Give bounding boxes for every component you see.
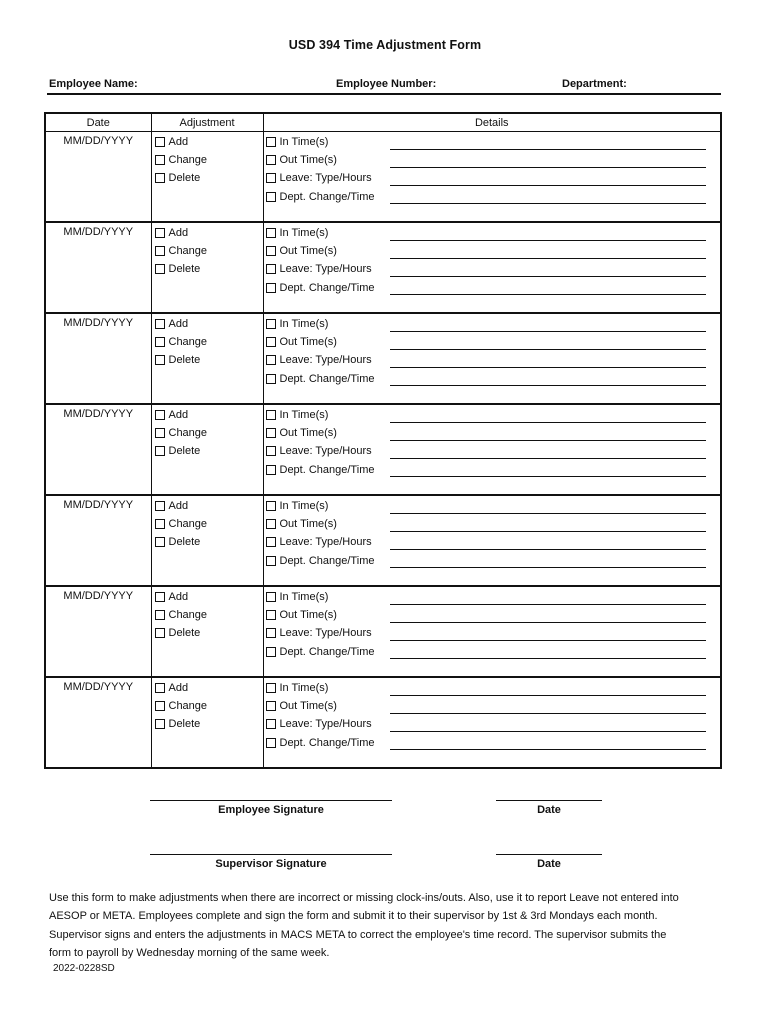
checkbox-label: Dept. Change/Time <box>279 281 375 294</box>
table-row <box>45 222 721 313</box>
checkbox[interactable] <box>155 337 165 347</box>
detail-write-line[interactable] <box>390 240 706 241</box>
detail-write-line[interactable] <box>390 458 706 459</box>
checkbox-label: Out Time(s) <box>279 336 337 349</box>
detail-write-line[interactable] <box>390 695 706 696</box>
checkbox-label: Leave: Type/Hours <box>279 445 372 458</box>
detail-write-line[interactable] <box>390 567 706 568</box>
checkbox[interactable] <box>155 610 165 620</box>
detail-checkbox-group[interactable] <box>266 336 390 348</box>
detail-checkbox-group[interactable] <box>266 609 390 621</box>
detail-option <box>264 734 721 752</box>
checkbox-label: Dept. Change/Time <box>279 463 375 476</box>
checkbox[interactable] <box>266 246 276 256</box>
checkbox-label: Add <box>168 409 189 422</box>
detail-checkbox-group[interactable] <box>266 682 390 694</box>
adjustment-option-add[interactable] <box>152 224 263 242</box>
date-placeholder: MM/DD/YYYY <box>63 590 134 602</box>
checkbox[interactable] <box>155 592 165 602</box>
detail-write-line[interactable] <box>390 640 706 641</box>
detail-write-line[interactable] <box>390 385 706 386</box>
checkbox[interactable] <box>155 428 165 438</box>
date-cell[interactable] <box>45 313 151 404</box>
date-placeholder: MM/DD/YYYY <box>63 499 134 511</box>
detail-checkbox-group[interactable] <box>266 354 390 366</box>
checkbox[interactable] <box>266 355 276 365</box>
date-placeholder: MM/DD/YYYY <box>63 226 134 238</box>
detail-write-line[interactable] <box>390 349 706 350</box>
detail-checkbox-group[interactable] <box>266 136 390 148</box>
detail-write-line[interactable] <box>390 185 706 186</box>
date-cell[interactable] <box>45 677 151 768</box>
checkbox[interactable] <box>266 537 276 547</box>
details-cell <box>263 404 721 495</box>
form-title: USD 394 Time Adjustment Form <box>288 38 482 52</box>
detail-option <box>264 188 721 206</box>
checkbox-label: Delete <box>168 718 201 731</box>
adjustment-option-change[interactable] <box>152 515 263 533</box>
checkbox-label: Change <box>168 245 208 258</box>
detail-write-line[interactable] <box>390 731 706 732</box>
supervisor-date-label: Date <box>537 858 561 870</box>
detail-option <box>264 461 721 479</box>
adjustment-cell <box>151 132 263 223</box>
detail-option <box>264 333 721 351</box>
instructions-text: Use this form to make adjustments when there are incorrect or missing clock-ins/outs. Also, use it to report Leave not entered into AESOP or META. Employees complete and sign the form and submit it to their supervisor by 1st & 3rd Mondays each month. Supervisor signs and enters the adjustments in MACS META to correct the employee's time record. The supervisor submits the form to payroll by Wednesday morning of the same week. <box>49 892 679 959</box>
checkbox[interactable] <box>266 592 276 602</box>
checkbox[interactable] <box>266 628 276 638</box>
detail-write-line[interactable] <box>390 258 706 259</box>
checkbox-label: Add <box>168 136 189 149</box>
detail-checkbox-group[interactable] <box>266 627 390 639</box>
detail-option <box>264 169 721 187</box>
detail-checkbox-group[interactable] <box>266 445 390 457</box>
date-placeholder: MM/DD/YYYY <box>63 681 134 693</box>
details-cell <box>263 132 721 223</box>
checkbox[interactable] <box>155 683 165 693</box>
adjustment-option-delete[interactable] <box>152 442 263 460</box>
adjustment-option-change[interactable] <box>152 424 263 442</box>
checkbox[interactable] <box>266 410 276 420</box>
checkbox[interactable] <box>266 428 276 438</box>
checkbox-label: Leave: Type/Hours <box>279 627 372 640</box>
detail-write-line[interactable] <box>390 531 706 532</box>
table-header-row <box>45 113 721 132</box>
adjustment-cell <box>151 677 263 768</box>
checkbox-label: Out Time(s) <box>279 609 337 622</box>
checkbox-label: Delete <box>168 536 201 549</box>
detail-checkbox-group[interactable] <box>266 409 390 421</box>
checkbox[interactable] <box>155 355 165 365</box>
checkbox[interactable] <box>266 283 276 293</box>
checkbox-label: Add <box>168 591 189 604</box>
checkbox-label: Dept. Change/Time <box>279 372 375 385</box>
detail-option <box>264 643 721 661</box>
detail-option <box>264 151 721 169</box>
checkbox-label: Change <box>168 609 208 622</box>
detail-write-line[interactable] <box>390 331 706 332</box>
detail-checkbox-group[interactable] <box>266 737 390 749</box>
detail-write-line[interactable] <box>390 622 706 623</box>
detail-write-line[interactable] <box>390 476 706 477</box>
checkbox[interactable] <box>155 701 165 711</box>
checkbox[interactable] <box>266 701 276 711</box>
details-cell <box>263 313 721 404</box>
checkbox[interactable] <box>266 264 276 274</box>
checkbox-label: Out Time(s) <box>279 427 337 440</box>
checkbox-label: Change <box>168 518 208 531</box>
checkbox-label: Out Time(s) <box>279 245 337 258</box>
detail-checkbox-group[interactable] <box>266 227 390 239</box>
detail-option <box>264 624 721 642</box>
checkbox-label: In Time(s) <box>279 682 329 695</box>
employee-name-label: Employee Name: <box>49 78 138 90</box>
employee-date-line[interactable] <box>496 800 602 801</box>
detail-checkbox-group[interactable] <box>266 555 390 567</box>
checkbox-label: Leave: Type/Hours <box>279 536 372 549</box>
detail-checkbox-group[interactable] <box>266 700 390 712</box>
column-header-date: Date <box>45 113 151 132</box>
detail-option <box>264 552 721 570</box>
detail-checkbox-group[interactable] <box>266 282 390 294</box>
checkbox-label: Leave: Type/Hours <box>279 172 372 185</box>
checkbox[interactable] <box>266 374 276 384</box>
detail-option <box>264 315 721 333</box>
checkbox[interactable] <box>266 610 276 620</box>
checkbox-label: Change <box>168 700 208 713</box>
details-cell <box>263 495 721 586</box>
detail-checkbox-group[interactable] <box>266 318 390 330</box>
adjustment-option-delete[interactable] <box>152 533 263 551</box>
detail-checkbox-group[interactable] <box>266 500 390 512</box>
adjustment-option-add[interactable] <box>152 679 263 697</box>
details-cell <box>263 586 721 677</box>
checkbox[interactable] <box>155 264 165 274</box>
detail-checkbox-group[interactable] <box>266 373 390 385</box>
adjustment-option-change[interactable] <box>152 242 263 260</box>
table-row <box>45 404 721 495</box>
checkbox[interactable] <box>266 155 276 165</box>
table-row <box>45 495 721 586</box>
detail-option <box>264 279 721 297</box>
table-row <box>45 313 721 404</box>
detail-checkbox-group[interactable] <box>266 263 390 275</box>
detail-option <box>264 533 721 551</box>
details-cell <box>263 677 721 768</box>
checkbox[interactable] <box>266 446 276 456</box>
adjustment-option-add[interactable] <box>152 406 263 424</box>
checkbox-label: Out Time(s) <box>279 154 337 167</box>
checkbox[interactable] <box>266 228 276 238</box>
date-cell[interactable] <box>45 495 151 586</box>
detail-write-line[interactable] <box>390 440 706 441</box>
adjustment-cell <box>151 404 263 495</box>
adjustment-cell <box>151 313 263 404</box>
checkbox[interactable] <box>266 337 276 347</box>
adjustment-option-delete[interactable] <box>152 169 263 187</box>
checkbox-label: In Time(s) <box>279 409 329 422</box>
adjustment-cell <box>151 586 263 677</box>
adjustment-option-change[interactable] <box>152 697 263 715</box>
table-row <box>45 677 721 768</box>
checkbox[interactable] <box>155 446 165 456</box>
checkbox[interactable] <box>155 228 165 238</box>
checkbox-label: Leave: Type/Hours <box>279 718 372 731</box>
detail-write-line[interactable] <box>390 604 706 605</box>
detail-write-line[interactable] <box>390 203 706 204</box>
detail-write-line[interactable] <box>390 276 706 277</box>
detail-checkbox-group[interactable] <box>266 718 390 730</box>
adjustment-option-change[interactable] <box>152 606 263 624</box>
detail-write-line[interactable] <box>390 713 706 714</box>
supervisor-signature-label: Supervisor Signature <box>215 858 327 870</box>
adjustment-option-add[interactable] <box>152 497 263 515</box>
date-cell[interactable] <box>45 404 151 495</box>
detail-option <box>264 351 721 369</box>
detail-write-line[interactable] <box>390 422 706 423</box>
detail-option <box>264 497 721 515</box>
detail-checkbox-group[interactable] <box>266 427 390 439</box>
adjustment-option-change[interactable] <box>152 151 263 169</box>
checkbox[interactable] <box>266 137 276 147</box>
checkbox[interactable] <box>266 519 276 529</box>
checkbox[interactable] <box>155 173 165 183</box>
checkbox-label: In Time(s) <box>279 318 329 331</box>
detail-checkbox-group[interactable] <box>266 154 390 166</box>
adjustment-table <box>44 112 722 769</box>
detail-option <box>264 715 721 733</box>
detail-option <box>264 406 721 424</box>
detail-checkbox-group[interactable] <box>266 464 390 476</box>
supervisor-signature-line[interactable] <box>150 854 392 855</box>
detail-option <box>264 606 721 624</box>
detail-write-line[interactable] <box>390 294 706 295</box>
checkbox[interactable] <box>266 465 276 475</box>
column-header-details: Details <box>263 113 721 132</box>
table-row <box>45 132 721 223</box>
detail-checkbox-group[interactable] <box>266 191 390 203</box>
checkbox[interactable] <box>155 628 165 638</box>
detail-option <box>264 697 721 715</box>
checkbox-label: Delete <box>168 172 201 185</box>
checkbox[interactable] <box>155 410 165 420</box>
adjustment-option-add[interactable] <box>152 133 263 151</box>
checkbox-label: Delete <box>168 627 201 640</box>
employee-date-label: Date <box>537 804 561 816</box>
table-row <box>45 586 721 677</box>
adjustment-option-add[interactable] <box>152 588 263 606</box>
adjustment-option-add[interactable] <box>152 315 263 333</box>
detail-write-line[interactable] <box>390 367 706 368</box>
document-code: 2022-0228SD <box>53 963 115 974</box>
checkbox[interactable] <box>266 738 276 748</box>
detail-checkbox-group[interactable] <box>266 245 390 257</box>
checkbox-label: Change <box>168 154 208 167</box>
checkbox-label: Leave: Type/Hours <box>279 263 372 276</box>
checkbox[interactable] <box>155 519 165 529</box>
detail-write-line[interactable] <box>390 149 706 150</box>
date-cell[interactable] <box>45 586 151 677</box>
checkbox[interactable] <box>155 155 165 165</box>
checkbox-label: Change <box>168 336 208 349</box>
adjustment-option-change[interactable] <box>152 333 263 351</box>
detail-write-line[interactable] <box>390 513 706 514</box>
header-rule <box>47 93 721 95</box>
detail-checkbox-group[interactable] <box>266 518 390 530</box>
checkbox[interactable] <box>266 683 276 693</box>
checkbox[interactable] <box>266 647 276 657</box>
checkbox[interactable] <box>266 319 276 329</box>
adjustment-cell <box>151 495 263 586</box>
checkbox[interactable] <box>155 719 165 729</box>
date-cell[interactable] <box>45 222 151 313</box>
checkbox-label: Add <box>168 500 189 513</box>
adjustment-option-delete[interactable] <box>152 351 263 369</box>
checkbox-label: Dept. Change/Time <box>279 645 375 658</box>
checkbox-label: Out Time(s) <box>279 518 337 531</box>
detail-checkbox-group[interactable] <box>266 172 390 184</box>
checkbox-label: Add <box>168 682 189 695</box>
checkbox[interactable] <box>155 501 165 511</box>
checkbox-label: In Time(s) <box>279 591 329 604</box>
date-placeholder: MM/DD/YYYY <box>63 135 134 147</box>
checkbox[interactable] <box>155 246 165 256</box>
checkbox[interactable] <box>266 501 276 511</box>
checkbox-label: Delete <box>168 354 201 367</box>
checkbox-label: In Time(s) <box>279 227 329 240</box>
checkbox[interactable] <box>266 556 276 566</box>
checkbox[interactable] <box>155 319 165 329</box>
department-label: Department: <box>562 78 627 90</box>
detail-checkbox-group[interactable] <box>266 646 390 658</box>
detail-option <box>264 424 721 442</box>
checkbox[interactable] <box>266 192 276 202</box>
detail-checkbox-group[interactable] <box>266 591 390 603</box>
adjustment-option-delete[interactable] <box>152 624 263 642</box>
employee-signature-line[interactable] <box>150 800 392 801</box>
detail-option <box>264 679 721 697</box>
date-placeholder: MM/DD/YYYY <box>63 317 134 329</box>
detail-checkbox-group[interactable] <box>266 536 390 548</box>
detail-option <box>264 260 721 278</box>
detail-option <box>264 224 721 242</box>
detail-write-line[interactable] <box>390 549 706 550</box>
detail-write-line[interactable] <box>390 167 706 168</box>
detail-write-line[interactable] <box>390 658 706 659</box>
adjustment-option-delete[interactable] <box>152 715 263 733</box>
checkbox-label: Delete <box>168 263 201 276</box>
checkbox-label: Add <box>168 227 189 240</box>
checkbox[interactable] <box>155 137 165 147</box>
adjustment-option-delete[interactable] <box>152 260 263 278</box>
checkbox-label: Dept. Change/Time <box>279 736 375 749</box>
detail-option <box>264 133 721 151</box>
column-header-adjustment: Adjustment <box>151 113 263 132</box>
employee-number-label: Employee Number: <box>336 78 437 90</box>
checkbox[interactable] <box>266 719 276 729</box>
date-placeholder: MM/DD/YYYY <box>63 408 134 420</box>
checkbox-label: Add <box>168 318 189 331</box>
checkbox-label: Change <box>168 427 208 440</box>
adjustment-cell <box>151 222 263 313</box>
checkbox-label: Dept. Change/Time <box>279 554 375 567</box>
supervisor-date-line[interactable] <box>496 854 602 855</box>
date-cell[interactable] <box>45 132 151 223</box>
detail-option <box>264 515 721 533</box>
detail-option <box>264 242 721 260</box>
checkbox[interactable] <box>155 537 165 547</box>
checkbox-label: Out Time(s) <box>279 700 337 713</box>
detail-option <box>264 370 721 388</box>
details-cell <box>263 222 721 313</box>
checkbox-label: In Time(s) <box>279 500 329 513</box>
detail-option <box>264 588 721 606</box>
checkbox-label: In Time(s) <box>279 136 329 149</box>
checkbox-label: Delete <box>168 445 201 458</box>
checkbox[interactable] <box>266 173 276 183</box>
employee-signature-label: Employee Signature <box>218 804 324 816</box>
checkbox-label: Leave: Type/Hours <box>279 354 372 367</box>
detail-write-line[interactable] <box>390 749 706 750</box>
detail-option <box>264 442 721 460</box>
checkbox-label: Dept. Change/Time <box>279 190 375 203</box>
